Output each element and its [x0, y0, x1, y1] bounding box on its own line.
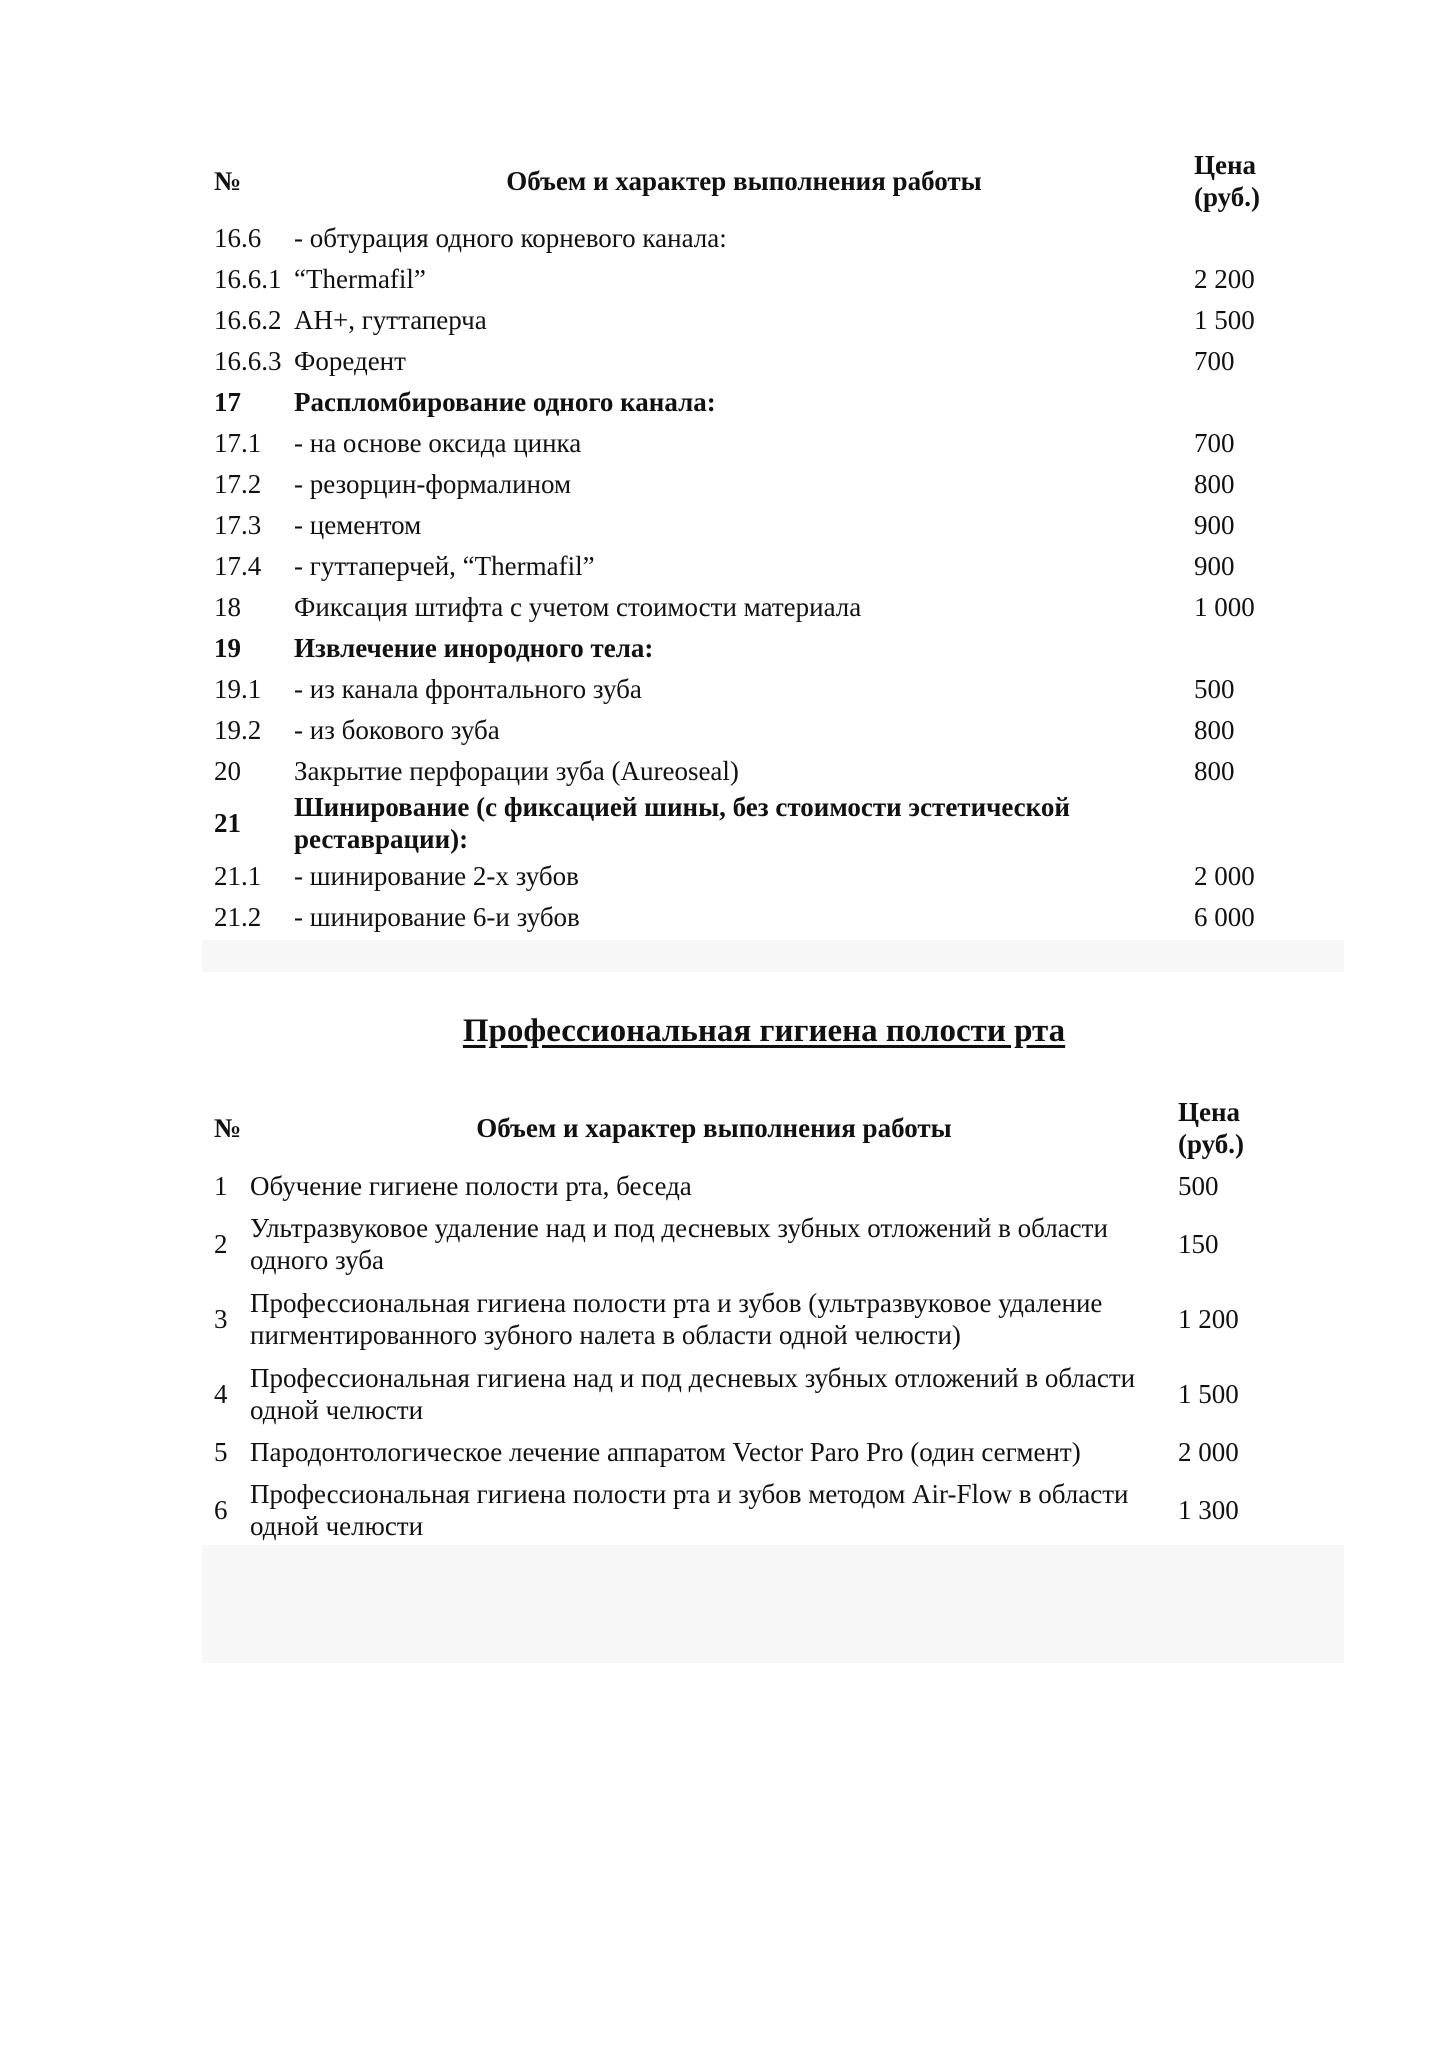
table-row [214, 381, 1284, 422]
row-num: 19.1 [214, 673, 262, 704]
table-shade-1 [202, 940, 1344, 972]
table-header-row [214, 145, 1284, 217]
row-price: 1 500 [1178, 1378, 1239, 1409]
table-row [214, 1165, 1276, 1206]
table-row [214, 791, 1284, 855]
header-num: № [214, 1113, 242, 1143]
row-num: 1 [214, 1170, 228, 1201]
table-row [214, 855, 1284, 896]
row-desc: Ультразвуковое удаление над и под десневых зубных отложений в области одного зуба [250, 1212, 1108, 1275]
row-num: 18 [214, 591, 241, 622]
row-num: 2 [214, 1228, 228, 1259]
row-price: 900 [1194, 509, 1235, 540]
row-price: 500 [1194, 673, 1235, 704]
table-row [214, 627, 1284, 668]
row-desc: - шинирование 2-х зубов [294, 860, 579, 891]
row-desc: - из бокового зуба [294, 714, 500, 745]
table-row [214, 709, 1284, 750]
price-table-hygiene [214, 1091, 1276, 1547]
row-desc: - обтурация одного корневого канала: [294, 222, 727, 253]
row-desc: Форедент [294, 345, 406, 376]
row-num: 16.6.1 [214, 263, 282, 294]
row-price: 1 200 [1178, 1303, 1239, 1334]
row-num: 5 [214, 1436, 228, 1467]
row-desc: Профессиональная гигиена полости рта и зубов методом Air-Flow в области одной челюсти [250, 1478, 1129, 1541]
row-desc: - из канала фронтального зуба [294, 673, 642, 704]
table-row [214, 750, 1284, 791]
row-desc: Извлечение инородного тела: [294, 632, 654, 663]
row-num: 17.3 [214, 509, 262, 540]
header-price-line1: Цена [1194, 150, 1257, 180]
row-price: 1 300 [1178, 1494, 1239, 1525]
row-num: 17.2 [214, 468, 262, 499]
table-row [214, 545, 1284, 586]
row-num: 6 [214, 1494, 228, 1525]
header-price-line2: (руб.) [1178, 1129, 1245, 1159]
table-row [214, 896, 1284, 937]
row-num: 20 [214, 755, 241, 786]
row-num: 21.1 [214, 860, 262, 891]
row-desc: - шинирование 6-и зубов [294, 901, 580, 932]
row-desc: - на основе оксида цинка [294, 427, 582, 458]
table-row [214, 1431, 1276, 1472]
row-num: 17.4 [214, 550, 262, 581]
row-num: 17 [214, 386, 241, 417]
row-desc: - резорцин-формалином [294, 468, 572, 499]
row-price: 800 [1194, 755, 1235, 786]
row-desc: Распломбирование одного канала: [294, 386, 716, 417]
row-price: 900 [1194, 550, 1235, 581]
table-row [214, 1281, 1276, 1356]
row-desc: “Thermafil” [294, 263, 426, 294]
table-row [214, 668, 1284, 709]
row-price: 2 200 [1194, 263, 1255, 294]
table-header-row [214, 1091, 1276, 1165]
row-price: 6 000 [1194, 901, 1255, 932]
row-desc: Шинирование (с фиксацией шины, без стоимости эстетической реставрации): [294, 792, 1070, 854]
row-num: 21.2 [214, 901, 262, 932]
row-num: 16.6.3 [214, 345, 282, 376]
header-desc: Объем и характер выполнения работы [506, 166, 982, 196]
row-num: 16.6.2 [214, 304, 282, 335]
row-num: 21 [214, 808, 241, 838]
row-price: 700 [1194, 345, 1235, 376]
row-price: 500 [1178, 1170, 1219, 1201]
row-desc: АН+, гуттаперча [294, 304, 487, 335]
table-row [214, 1472, 1276, 1547]
table-shade-2 [202, 1545, 1344, 1663]
row-num: 19.2 [214, 714, 262, 745]
row-desc: Фиксация штифта с учетом стоимости материала [294, 591, 862, 622]
row-desc: Обучение гигиене полости рта, беседа [250, 1170, 692, 1201]
table-row [214, 463, 1284, 504]
table-row [214, 258, 1284, 299]
row-num: 3 [214, 1303, 228, 1334]
table-row [214, 1356, 1276, 1431]
header-price [1194, 145, 1284, 217]
row-desc: - цементом [294, 509, 422, 540]
row-price [1194, 791, 1284, 855]
header-price-line2: (руб.) [1194, 182, 1261, 212]
table-row [214, 340, 1284, 381]
row-num: 17.1 [214, 427, 262, 458]
row-price: 1 000 [1194, 591, 1255, 622]
row-price: 1 500 [1194, 304, 1255, 335]
row-price: 2 000 [1194, 860, 1255, 891]
row-num: 4 [214, 1378, 228, 1409]
row-price: 150 [1178, 1228, 1219, 1259]
row-price [1194, 217, 1284, 258]
row-price [1194, 627, 1284, 668]
row-price: 800 [1194, 714, 1235, 745]
table-row [214, 299, 1284, 340]
table-row [214, 504, 1284, 545]
header-price-line1: Цена [1178, 1097, 1241, 1127]
row-num: 16.6 [214, 222, 262, 253]
row-price: 700 [1194, 427, 1235, 458]
row-price [1194, 381, 1284, 422]
row-desc: Профессиональная гигиена над и под десневых зубных отложений в области одной челюсти [250, 1362, 1136, 1425]
table-row [214, 586, 1284, 627]
row-desc: - гуттаперчей, “Thermafil” [294, 550, 595, 581]
header-num: № [214, 166, 242, 196]
table-row [214, 1206, 1276, 1281]
row-desc: Профессиональная гигиена полости рта и зубов (ультразвуковое удаление пигментированного зубного налета в области одной челюсти) [250, 1287, 1103, 1350]
row-desc: Закрытие перфорации зуба (Aureoseal) [294, 755, 739, 786]
row-num: 19 [214, 632, 241, 663]
price-table-endodontics [214, 145, 1284, 937]
row-price: 2 000 [1178, 1436, 1239, 1467]
section-title: Профессиональная гигиена полости рта [462, 1013, 1066, 1049]
row-price: 800 [1194, 468, 1235, 499]
header-desc: Объем и характер выполнения работы [476, 1113, 952, 1143]
table-row [214, 217, 1284, 258]
header-price [1178, 1091, 1276, 1165]
table-row [214, 422, 1284, 463]
row-desc: Пародонтологическое лечение аппаратом Vector Paro Pro (один сегмент) [250, 1436, 1081, 1467]
